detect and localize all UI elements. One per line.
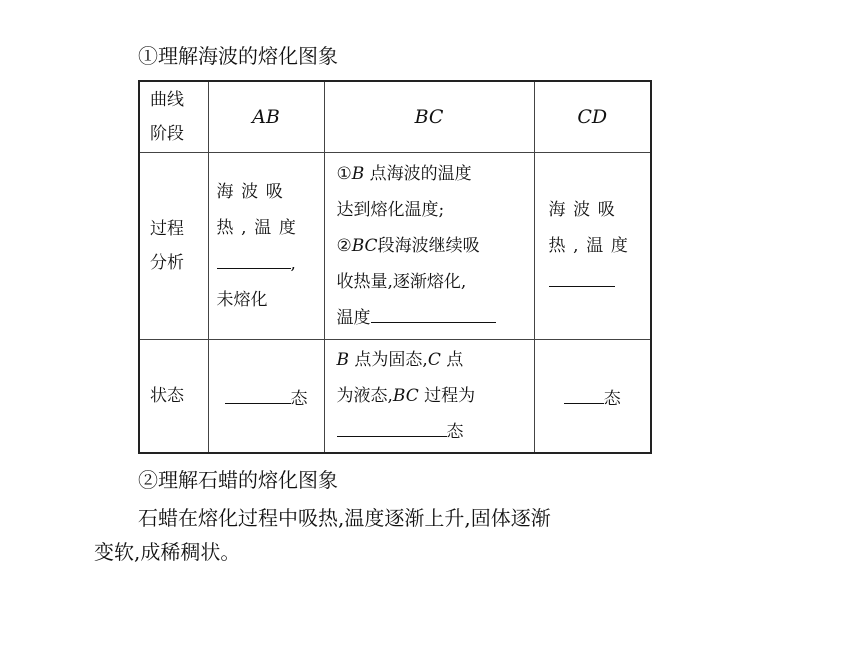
process-cd-cell <box>534 153 651 340</box>
process-bc-line1: ①B 点海波的温度 <box>336 164 472 184</box>
paragraph-line2: 变软,成稀稠状。 <box>94 540 241 564</box>
state-bc-line1: B 点为固态,C 点 <box>336 350 464 370</box>
header-cd-label: CD <box>577 106 608 128</box>
state-ab-cell <box>208 340 324 454</box>
process-cd-line2: 热,温度 <box>548 236 636 256</box>
header-bc-label: BC <box>414 106 444 128</box>
fill-blank-cd-state[interactable] <box>564 383 604 404</box>
state-bc-cell <box>324 340 534 454</box>
process-ab-cell <box>208 153 324 340</box>
fill-blank-ab-state[interactable] <box>225 383 291 404</box>
row-label-line2: 阶段 <box>150 124 184 144</box>
state-bc-line2: 为液态,BC 过程为 <box>336 386 476 406</box>
process-ab-line1: 海波吸 <box>216 182 291 202</box>
process-bc-cell <box>324 153 534 340</box>
paragraph-line1: 石蜡在熔化过程中吸热,温度逐渐上升,固体逐渐 <box>138 506 551 530</box>
process-bc-line4: 收热量,逐渐熔化, <box>336 272 467 292</box>
fill-blank-bc-state[interactable] <box>337 416 447 437</box>
table-row-process <box>139 153 651 340</box>
header-ab <box>208 81 324 153</box>
process-cd-line1: 海波吸 <box>548 200 623 220</box>
state-cd-cell <box>534 340 651 454</box>
fill-blank-cd-process[interactable] <box>549 266 615 287</box>
row-label-process <box>139 153 208 340</box>
row-label-curve-stage <box>139 81 208 153</box>
fill-blank-bc-process[interactable] <box>371 302 496 323</box>
process-ab-line2: 热,温度 <box>216 218 304 238</box>
process-ab-comma: , <box>290 254 296 274</box>
header-bc <box>324 81 534 153</box>
table-header-row <box>139 81 651 153</box>
row-label-line1: 曲线 <box>150 90 184 110</box>
state-ab-suffix: 态 <box>290 389 308 409</box>
process-cd-line3 <box>549 264 643 300</box>
process-label-line2: 分析 <box>150 253 184 273</box>
section-heading-haibo: ①理解海波的熔化图象 <box>138 44 338 68</box>
process-bc-line3: ②BC段海波继续吸 <box>336 236 480 256</box>
header-cd <box>534 81 651 153</box>
process-label-line1: 过程 <box>150 219 184 239</box>
process-ab-line3 <box>217 246 316 282</box>
state-bc-line3: 态 <box>337 414 526 450</box>
header-ab-label: AB <box>252 106 280 128</box>
section-heading-shila: ②理解石蜡的熔化图象 <box>138 468 338 492</box>
state-cd-suffix: 态 <box>603 389 621 409</box>
row-label-state: 状态 <box>139 340 208 454</box>
melting-analysis-table <box>138 80 652 454</box>
process-ab-line4: 未熔化 <box>216 290 268 310</box>
fill-blank-ab-process[interactable] <box>217 248 291 269</box>
process-bc-line2: 达到熔化温度; <box>336 200 445 220</box>
table-row-state <box>139 340 651 454</box>
process-bc-line5: 温度 <box>337 300 526 336</box>
